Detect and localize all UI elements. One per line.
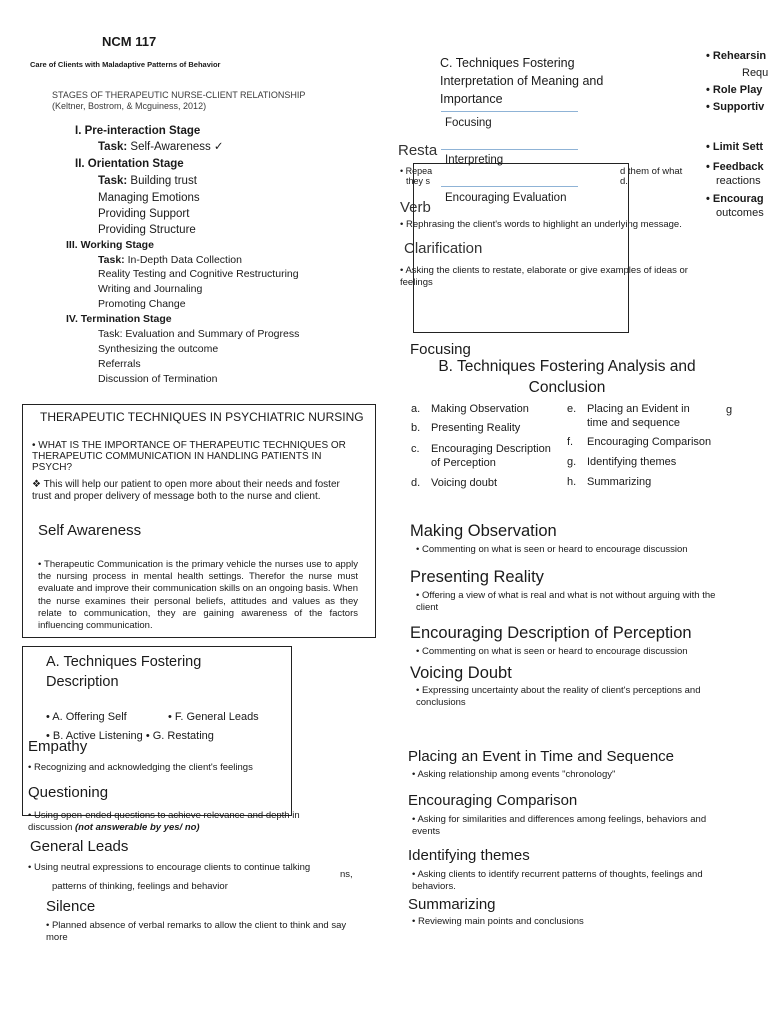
stage-3-item: Reality Testing and Cognitive Restructuring [98,268,299,280]
def-title: Making Observation [410,522,557,540]
section-c-title: C. Techniques Fostering Interpretation of Meaning and Importance [440,56,604,106]
stage-4-item: Discussion of Termination [98,373,218,385]
stages-citation: (Keltner, Bostrom, & Mcguiness, 2012) [52,101,207,111]
general-leads-fragment: ns, [340,869,353,880]
self-awareness-title: Self Awareness [38,522,142,539]
right-column: • Rehearsin Requ • Role Play • Supportiv • Limit Sett • Feedback reactions • Encourag outcomes [706,50,768,219]
techniques-title: THERAPEUTIC TECHNIQUES IN PSYCHIATRIC NURSING [40,410,364,424]
def-title: Summarizing [408,896,496,913]
general-leads-title: General Leads [30,838,129,855]
restating-right-bg: d them of what [620,166,683,177]
stage-4-item: Synthesizing the outcome [98,343,219,355]
section-c-item: Focusing [445,117,492,129]
stage-4-task: Task: Evaluation and Summary of Progress [98,328,300,340]
def-title: Voicing Doubt [410,664,512,682]
stage-2-item: Providing Structure [98,224,196,236]
stage-4-item: Referrals [98,358,141,370]
clarification-title: Clarification [404,240,483,257]
def-text: • Asking relationship among events "chronology" [412,769,616,780]
questioning-text: • Using open-ended questions to achieve relevance and depth in discussion (not answerable by yes/ no) [28,810,300,833]
def-text: • Commenting on what is seen or heard to encourage discussion [416,544,688,555]
silence-title: Silence [46,898,96,915]
section-a-item: • A. Offering Self [46,711,127,723]
section-b-title: B. Techniques Fostering Analysis and Conclusion [438,358,696,396]
section-a-title: A. Techniques Fostering Description [46,654,202,690]
course-subtitle: Care of Clients with Maladaptive Patterns of Behavior [30,60,221,69]
empathy-text: • Recognizing and acknowledging the client's feelings [28,762,253,773]
def-title: Placing an Event in Time and Sequence [408,748,675,765]
stage-2: II. Orientation Stage [75,158,184,170]
section-a-cut: • B. Active Listening • G. Restating [46,730,214,742]
empathy-title: Empathy [28,738,88,755]
def-text: • Commenting on what is seen or heard to encourage discussion [416,646,688,657]
restating-text-bg: • Repea [400,166,433,176]
section-c-box [413,163,629,333]
def-title: Encouraging Comparison [408,792,578,809]
def-text: • Expressing uncertainty about the reality of client's perceptions and conclusions [416,685,701,708]
def-text: • Asking clients to identify recurrent patterns of thoughts, feelings and behaviors. [412,869,703,892]
restating-text-bg-2: they s [406,176,431,186]
stage-3-item: Promoting Change [98,298,186,310]
stage-3-task: Task: In-Depth Data Collection [98,254,242,266]
stage-2-item: Providing Support [98,208,190,220]
general-leads-line2: patterns of thinking, feelings and behavior [52,881,228,892]
verbalizing-title-bg: Verb [400,199,431,216]
section-a-item: • F. General Leads [168,711,259,723]
stage-2-task: Task: Building trust [98,175,197,187]
stage-3: III. Working Stage [66,239,154,251]
self-awareness-text: • Therapeutic Communication is the primary vehicle the nurses use to apply the nursing process in mental health settings. Therefor the nurse must evaluate and improve their communication skills on an ongoing basis. When the nurse examines their personal beliefs, attitudes and values as they relate to communication, they are gaining awareness of the factors influencing communication. [38,559,358,632]
stage-2-item: Managing Emotions [98,192,200,204]
stage-4: IV. Termination Stage [66,313,172,325]
general-leads-text: • Using neutral expressions to encourage clients to continue talking [28,862,311,873]
def-text: • Asking for similarities and differences among feelings, behaviors and events [412,814,707,837]
def-text: • Reviewing main points and conclusions [412,916,584,927]
silence-text: • Planned absence of verbal remarks to allow the client to think and say more [46,920,347,943]
stage-3-item: Writing and Journaling [98,283,203,295]
section-c-item: Encouraging Evaluation [445,192,567,204]
clarification-text: • Asking the clients to restate, elaborate or give examples of ideas or feelings [400,265,688,288]
techniques-question: • WHAT IS THE IMPORTANCE OF THERAPEUTIC TECHNIQUES OR THERAPEUTIC COMMUNICATION IN HANDLING PATIENTS IN PSYCH? [32,440,346,473]
stage-1-task: Task: Self-Awareness ✓ [98,141,224,153]
focusing-title-bg: Focusing [410,341,471,358]
def-title: Encouraging Description of Perception [410,624,692,642]
restating-title-bg: Resta [398,142,438,159]
section-b-left-list: a. Making Observation b. Presenting Reality c. Encouraging Description of Perception d. Voicing doubt [411,403,551,489]
stages-title: STAGES OF THERAPEUTIC NURSE-CLIENT RELATIONSHIP [52,90,306,100]
verbalizing-text-bg: • Rephrasing the client's words to highlight an underlying message. [400,219,682,230]
section-b-right-list: e. Placing an Evident in time and sequence f. Encouraging Comparison g. Identifying themes h. Summarizing [567,403,712,488]
def-title: Identifying themes [408,847,530,864]
section-c-item: Interpreting [445,154,504,166]
section-b-edge-fragment: g [726,404,733,416]
stage-1: I. Pre-interaction Stage [75,125,201,137]
def-title: Presenting Reality [410,568,544,586]
questioning-title: Questioning [28,784,109,801]
techniques-answer: ❖ This will help our patient to open more about their needs and foster trust and proper delivery of message both to the nurse and client. [32,479,340,502]
course-title: NCM 117 [102,34,157,49]
restating-right-bg-2: d. [620,176,628,187]
def-text: • Offering a view of what is real and what is not without arguing with the client [416,590,716,613]
